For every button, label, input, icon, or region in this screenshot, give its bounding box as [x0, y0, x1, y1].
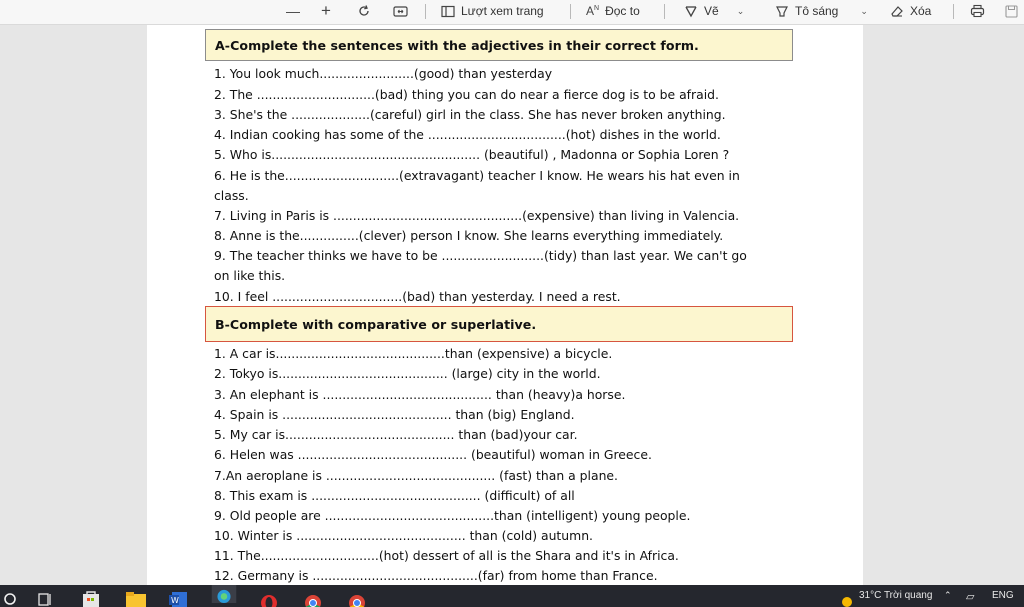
plus-icon: + [321, 1, 331, 20]
section-a-line: 1. You look much........................(good) than yesterday [214, 66, 553, 81]
print-button[interactable] [970, 0, 985, 22]
weather-text[interactable]: 31°C Trời quang [859, 590, 933, 601]
pdf-toolbar [0, 0, 1024, 25]
page-view-button[interactable] [441, 0, 544, 22]
read-aloud-button[interactable] [586, 0, 640, 22]
draw-label: Vẽ [704, 4, 719, 18]
section-a-title: A-Complete the sentences with the adjectives in their correct form. [215, 37, 699, 53]
section-a-line: 3. She's the ....................(careful) girl in the class. She has never broken anything. [214, 107, 726, 122]
section-b-line: 12. Germany is ..........................................(far) from home than France. [214, 568, 658, 583]
fit-page-button[interactable] [393, 0, 408, 22]
opera-icon[interactable] [258, 589, 280, 607]
section-b-line: 2. Tokyo is........................................... (large) city in the world. [214, 366, 601, 381]
windows-taskbar [0, 585, 1024, 607]
section-a-line: 7. Living in Paris is ................................................(expensive) than living in Valencia. [214, 208, 740, 223]
section-b-line: 6. Helen was ........................................... (beautiful) woman in Greece. [214, 447, 652, 462]
page-view-label: Lượt xem trang [461, 4, 544, 18]
search-icon[interactable] [2, 589, 18, 607]
language-indicator[interactable]: ENG [992, 590, 1014, 601]
section-b-line: 10. Winter is ........................................... than (cold) autumn. [214, 528, 593, 543]
section-a-line: 5. Who is..................................................... (beautiful) , Madonna or Sophia Loren ? [214, 147, 730, 162]
eraser-icon [889, 4, 904, 18]
section-b-title: B-Complete with comparative or superlative. [215, 316, 537, 332]
section-a-line: class. [214, 188, 249, 203]
edge-icon-active[interactable] [209, 585, 239, 603]
save-icon [1005, 5, 1018, 18]
section-b-header [205, 306, 793, 342]
draw-button[interactable] [684, 0, 744, 22]
section-a-line: 6. He is the.............................(extravagant) teacher I know. He wears his hat even in [214, 168, 740, 183]
read-aloud-icon: $A^N$ [586, 4, 600, 18]
section-a-line: 10. I feel .................................(bad) than yesterday. I need a rest. [214, 289, 621, 304]
word-icon[interactable] [168, 589, 188, 607]
section-b-line: 11. The..............................(hot) dessert of all is the Shara and it's in Africa. [214, 548, 679, 563]
fit-page-icon [393, 5, 408, 18]
viewer-margin-right [863, 25, 1024, 585]
draw-icon [684, 4, 698, 18]
zoom-in-button[interactable] [321, 0, 331, 22]
page-view-icon [441, 5, 455, 18]
rotate-icon [357, 4, 371, 18]
section-b-line: 1. A car is...........................................than (expensive) a bicycle. [214, 346, 613, 361]
network-icon[interactable]: ▱ [966, 591, 975, 603]
section-b-line: 7.An aeroplane is ........................................... (fast) than a plane. [214, 468, 618, 483]
chrome-profile-icon[interactable] [346, 589, 368, 607]
section-a-line: on like this. [214, 268, 286, 283]
section-a-line: 2. The ..............................(bad) thing you can do near a fierce dog is to be afraid. [214, 87, 719, 102]
section-b-line: 5. My car is........................................... than (bad)your car. [214, 427, 578, 442]
store-icon[interactable] [81, 589, 101, 607]
section-b-line: 9. Old people are ...........................................than (intelligent) young people. [214, 508, 691, 523]
minus-icon: — [286, 3, 300, 19]
section-a-line: 8. Anne is the...............(clever) person I know. She learns everything immediately. [214, 228, 724, 243]
rotate-button[interactable] [357, 0, 371, 22]
viewer-margin-left [0, 25, 147, 585]
section-b-line: 4. Spain is ........................................... than (big) England. [214, 407, 575, 422]
zoom-out-button[interactable] [286, 0, 300, 22]
print-icon [970, 4, 985, 18]
weather-sun-icon[interactable] [840, 591, 854, 607]
pdf-page [147, 25, 863, 585]
section-b-line: 3. An elephant is ........................................... than (heavy)a horse. [214, 387, 626, 402]
task-view-icon[interactable] [38, 589, 54, 607]
section-a-header [205, 29, 793, 61]
erase-button[interactable] [889, 0, 931, 22]
section-b-line: 8. This exam is ........................................... (difficult) of all [214, 488, 575, 503]
read-aloud-label: Đọc to [605, 4, 640, 18]
erase-label: Xóa [910, 4, 932, 18]
file-explorer-icon[interactable] [125, 589, 147, 607]
highlight-icon [775, 4, 789, 18]
section-a-line: 4. Indian cooking has some of the ...................................(hot) dishes in the world. [214, 127, 721, 142]
tray-chevron-up-icon[interactable]: ⌃ [944, 590, 952, 600]
chevron-down-icon[interactable]: ⌄ [860, 5, 868, 16]
save-button[interactable] [1005, 0, 1018, 22]
highlight-label: Tô sáng [795, 4, 839, 18]
highlight-button[interactable] [775, 0, 868, 22]
chevron-down-icon[interactable]: ⌄ [736, 5, 745, 16]
chrome-icon[interactable] [302, 589, 324, 607]
section-a-line: 9. The teacher thinks we have to be ..........................(tidy) than last year. We can't go [214, 248, 747, 263]
svg-text:W: W [171, 596, 179, 605]
